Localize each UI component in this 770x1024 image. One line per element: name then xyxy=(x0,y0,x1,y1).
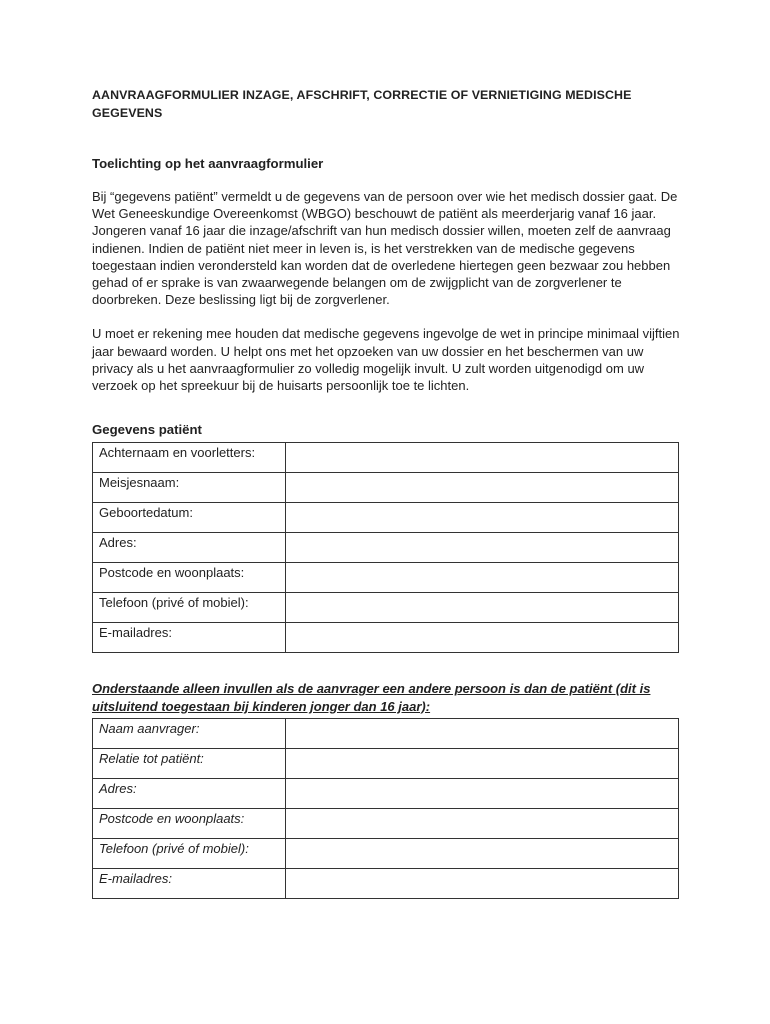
table-row xyxy=(93,503,679,533)
field-label-name: Achternaam en voorletters: xyxy=(93,443,286,473)
field-label-birthdate: Geboortedatum: xyxy=(93,503,286,533)
field-label-applicant-postcode-city: Postcode en woonplaats: xyxy=(93,809,286,839)
field-input-applicant-name[interactable] xyxy=(286,719,679,749)
field-input-applicant-postcode-city[interactable] xyxy=(286,809,679,839)
table-row xyxy=(93,623,679,653)
table-row xyxy=(93,749,679,779)
field-label-applicant-email: E-mailadres: xyxy=(93,869,286,899)
field-input-birthdate[interactable] xyxy=(286,503,679,533)
table-row xyxy=(93,869,679,899)
document-title: AANVRAAGFORMULIER INZAGE, AFSCHRIFT, CORRECTIE OF VERNIETIGING MEDISCHE GEGEVENS xyxy=(92,88,632,120)
field-input-maiden-name[interactable] xyxy=(286,473,679,503)
field-label-phone: Telefoon (privé of mobiel): xyxy=(93,593,286,623)
field-input-relation[interactable] xyxy=(286,749,679,779)
field-input-applicant-address[interactable] xyxy=(286,779,679,809)
field-label-relation: Relatie tot patiënt: xyxy=(93,749,286,779)
explanation-paragraph-1: Bij “gegevens patiënt” vermeldt u de gegevens van de persoon over wie het medisch dossier gaat. De Wet Geneeskundige Overeenkomst (WBGO) beschouwt de patiënt als meerderjarig vanaf 16 jaar. Jongeren vanaf 16 jaar die inzage/afschrift van hun medisch dossier willen, moeten zelf de aanvraag indienen. Indien de patiënt niet meer in leven is, is het verstrekken van de medische gegevens toegestaan indien verondersteld kan worden dat de overledene hiertegen geen bezwaar zou hebben gehad of er sprake is van zwaarwegende belangen om de zwijgplicht van de zorgverlener te doorbreken. Deze beslissing ligt bij de zorgverlener. xyxy=(92,189,678,308)
table-row xyxy=(93,443,679,473)
patient-section-heading: Gegevens patiënt xyxy=(92,422,202,438)
table-row xyxy=(93,839,679,869)
field-label-postcode-city: Postcode en woonplaats: xyxy=(93,563,286,593)
table-row xyxy=(93,719,679,749)
table-row xyxy=(93,593,679,623)
field-input-applicant-phone[interactable] xyxy=(286,839,679,869)
table-row xyxy=(93,779,679,809)
field-label-applicant-phone: Telefoon (privé of mobiel): xyxy=(93,839,286,869)
field-label-applicant-address: Adres: xyxy=(93,779,286,809)
field-input-postcode-city[interactable] xyxy=(286,563,679,593)
field-input-phone[interactable] xyxy=(286,593,679,623)
table-row xyxy=(93,809,679,839)
table-row xyxy=(93,473,679,503)
field-label-address: Adres: xyxy=(93,533,286,563)
field-input-email[interactable] xyxy=(286,623,679,653)
field-label-maiden-name: Meisjesnaam: xyxy=(93,473,286,503)
explanation-paragraph-2: U moet er rekening mee houden dat medische gegevens ingevolge de wet in principe minimaal vijftien jaar bewaard worden. U helpt ons met het opzoeken van uw dossier en het beschermen van uw privacy als u het aanvraagformulier zo volledig mogelijk invult. U zult worden uitgenodigd om uw verzoek op het spreekuur bij de huisarts persoonlijk toe te lichten. xyxy=(92,326,680,394)
field-input-address[interactable] xyxy=(286,533,679,563)
field-label-applicant-name: Naam aanvrager: xyxy=(93,719,286,749)
table-row xyxy=(93,533,679,563)
document-page xyxy=(92,86,682,899)
applicant-section-heading: Onderstaande alleen invullen als de aanvrager een andere persoon is dan de patiënt (dit is uitsluitend toegestaan bij kinderen jonger dan 16 jaar): xyxy=(92,681,651,714)
field-input-name[interactable] xyxy=(286,443,679,473)
field-input-applicant-email[interactable] xyxy=(286,869,679,899)
patient-form-table xyxy=(92,442,679,653)
applicant-form-table xyxy=(92,718,679,899)
table-row xyxy=(93,563,679,593)
explanation-heading: Toelichting op het aanvraagformulier xyxy=(92,156,324,171)
field-label-email: E-mailadres: xyxy=(93,623,286,653)
